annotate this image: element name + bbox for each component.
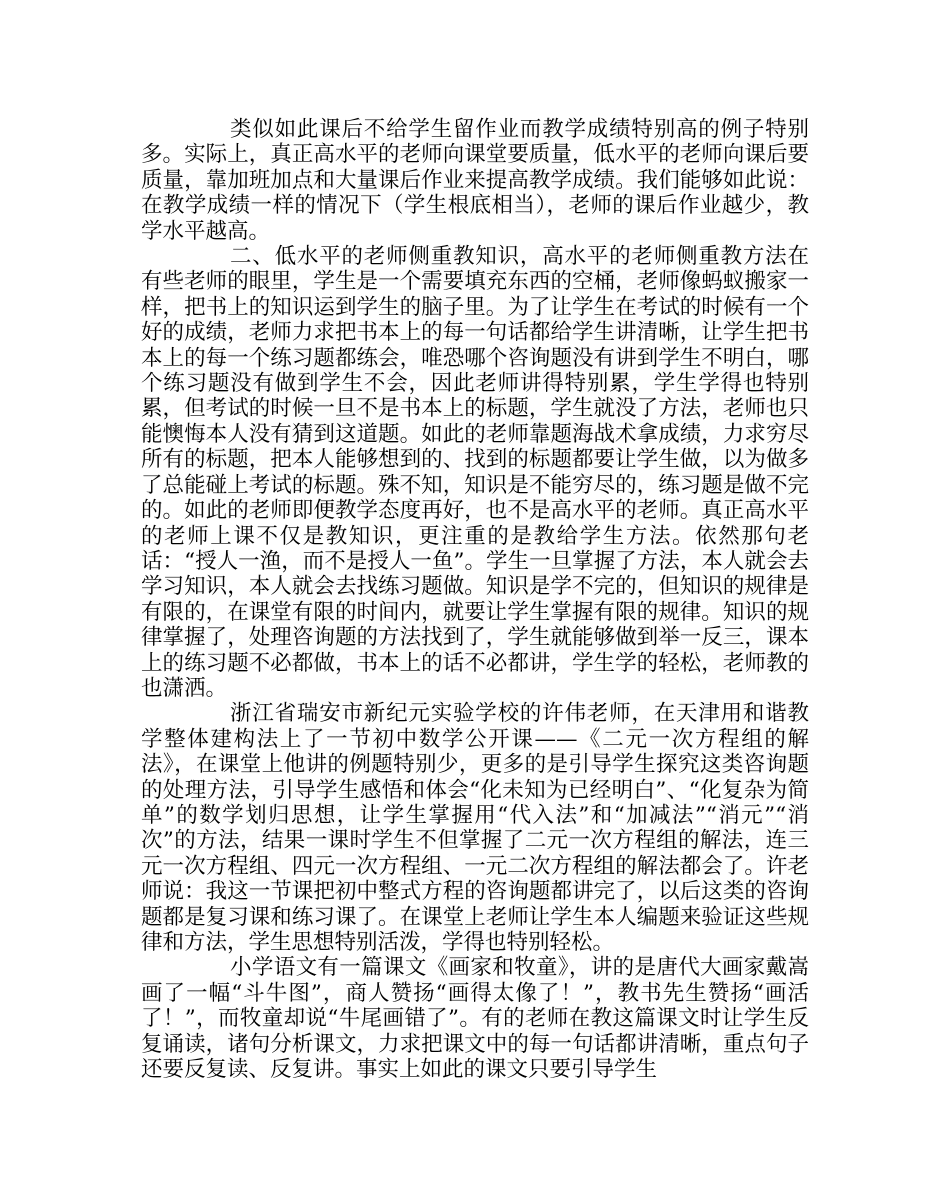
paragraph-knowledge-vs-method: 二、低水平的老师侧重教知识，高水平的老师侧重教方法在有些老师的眼里，学生是一个需要填充东西的空桶，老师像蚂蚁搬家一样，把书上的知识运到学生的脑子里。为了让学生在考试的时候有一个好的成绩，老师力求把书本上的每一句话都给学生讲清晰，让学生把书本上的每一个练习题都练会，唯恐哪个咨询题没有讲到学生不明白，哪个练习题没有做到学生不会，因此老师讲得特别累，学生学得也特别累，但考试的时候一旦不是书本上的标题，学生就没了方法，老师也只能懊悔本人没有猜到这道题。如此的老师靠题海战术拿成绩，力求穷尽所有的标题，把本人能够想到的、找到的标题都要让学生做，以为做多了总能碰上考试的标题。殊不知，知识是不能穷尽的，练习题是做不完的。如此的老师即便教学态度再好，也不是高水平的老师。真正高水平的老师上课不仅是教知识，更注重的是教给学生方法。依然那句老话：“授人一渔，而不是授人一鱼”。学生一旦掌握了方法，本人就会去学习知识，本人就会去找练习题做。知识是学不完的，但知识的规律是有限的，在课堂有限的时间内，就要让学生掌握有限的规律。知识的规律掌握了，处理咨询题的方法找到了，学生就能够做到举一反三，课本上的练习题不必都做，书本上的话不必都讲，学生学的轻松，老师教的也潇洒。 (141, 244, 809, 701)
paragraph-painter-and-shepherd: 小学语文有一篇课文《画家和牧童》，讲的是唐代大画家戴嵩画了一幅“斗牛图”，商人赞扬“画得太像了！”，教书先生赞扬“画活了！”，而牧童却说“牛尾画错了”。有的老师在教这篇课文时让学生反复诵读，诸句分析课文，力求把课文中的每一句话都讲清晰，重点句子还要反复读、反复讲。事实上如此的课文只要引导学生 (141, 955, 809, 1083)
paragraph-homework: 类似如此课后不给学生留作业而教学成绩特别高的例子特别多。实际上，真正高水平的老师向课堂要质量，低水平的老师向课后要质量，靠加班加点和大量课后作业来提高教学成绩。我们能够如此说：在教学成绩一样的情况下（学生根底相当），老师的课后作业越少，教学水平越高。 (141, 117, 809, 244)
document-body (141, 117, 809, 1082)
paragraph-xuwei-example: 浙江省瑞安市新纪元实验学校的许伟老师，在天津用和谐教学整体建构法上了一节初中数学公开课——《二元一次方程组的解法》，在课堂上他讲的例题特别少，更多的是引导学生探究这类咨询题的处理方法，引导学生感悟和体会“化未知为已经明白”、“化复杂为简单”的数学划归思想，让学生掌握用“代入法”和“加减法”“消元”“消次”的方法，结果一课时学生不但掌握了二元一次方程组的解法，连三元一次方程组、四元一次方程组、一元二次方程组的解法都会了。许老师说：我这一节课把初中整式方程的咨询题都讲完了，以后这类的咨询题都是复习课和练习课了。在课堂上老师让学生本人编题来验证这些规律和方法，学生思想特别活泼，学得也特别轻松。 (141, 701, 809, 955)
